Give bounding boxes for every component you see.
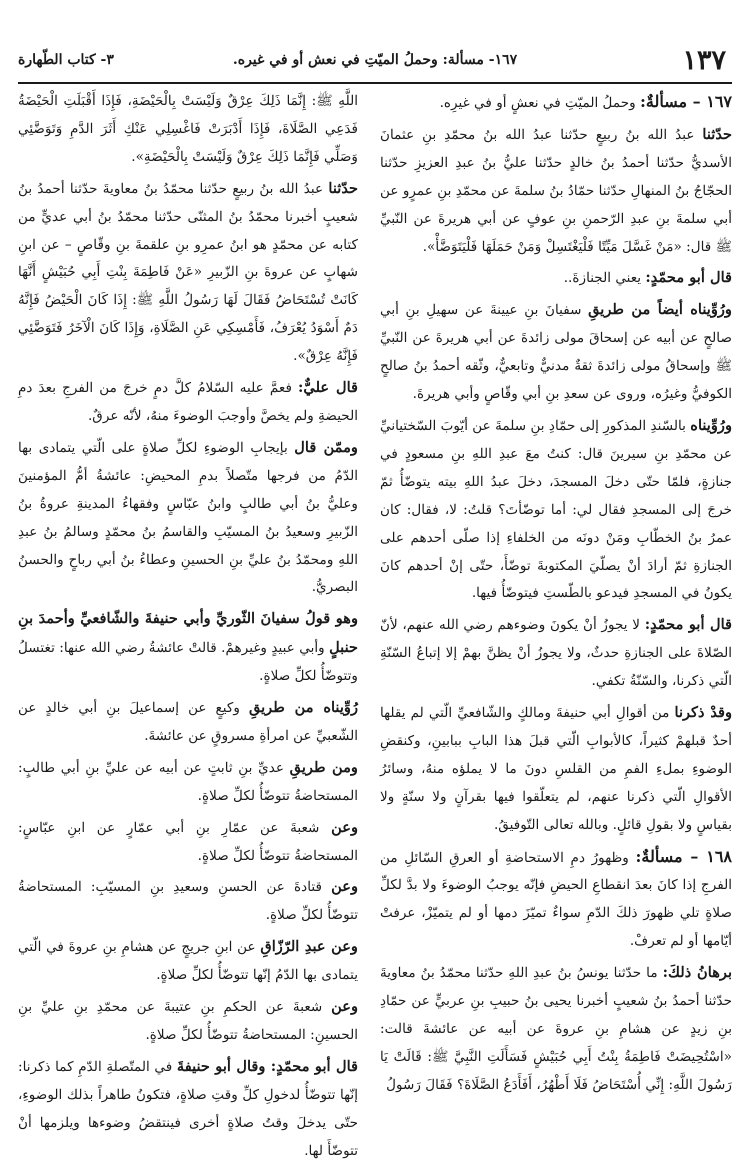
paragraph-text: بإيجابِ الوضوءِ لكلِّ صلاةٍ على الّتي يتمادى بها الدّمُ من فرجها متّصلاً بدمِ المحيضِ: عائشةُ أمُّ المؤمنينَ وعليُّ بنُ أبي طالبٍ وابنُ عبّاسٍ وفقهاءُ المدينةِ عروةُ بنُ الزّبيرِ وسعيدُ بنُ المسيّبِ والقاسمُ بنُ محمّدٍ وسالمُ بنُ عبدِ اللهِ ومحمّدُ بنُ عليِّ بنِ الحسينِ وعطاءُ بنُ أبي رباحٍ والحسنُ البصريُّ.: [18, 439, 358, 596]
paragraph: [18, 605, 358, 691]
paragraph-text: عبدُ الله بنُ ربيعٍ حدّثنا عبدُ الله بنُ محمّدِ بنِ عثمانَ الأسديُّ حدّثنا أحمدُ بنُ خالدٍ حدّثنا عليُّ بنُ عبدِ العزيزِ حدّثنا الحجّاجُ بنُ المنهالِ حدّثنا حمّادُ بنُ سلمةَ عن محمّدِ بنِ عمرٍو عن أبي سلمةَ بنِ عبدِ الرّحمنِ بنِ عوفٍ عن أبي هريرةَ عن النّبيِّ ﷺ قال: «مَنْ غَسَّلَ مَيِّتًا فَلْيَغْتَسِلْ وَمَنْ حَمَلَهَا فَلْيَتَوَضَّأْ».: [380, 126, 732, 255]
paragraph-lead: وعن عبدِ الرّزّاقِ: [260, 938, 358, 956]
paragraph-text: وكيعٍ عن إسماعيلَ بنِ أبي خالدٍ عن الشّعبيِّ عن امرأةِ مسروقٍ عن عائشةَ.: [18, 700, 358, 744]
paragraph-lead: وقدْ ذكرنا: [674, 704, 732, 722]
paragraph-lead: ١٦٧ – مسألةٌ:: [640, 92, 732, 111]
paragraph: [18, 873, 358, 930]
paragraph: [18, 434, 358, 602]
paragraph: [18, 993, 358, 1050]
paragraph-lead: ومن طريقِ: [289, 758, 358, 776]
paragraph-lead: وعن: [331, 878, 358, 896]
paragraph: [380, 121, 732, 262]
paragraph-lead: قال أبو محمّدٍ: وقال أبو حنيفةَ: [176, 1057, 358, 1075]
paragraph: [18, 694, 358, 751]
paragraph-text: قتادةَ عن الحسنِ وسعيدِ بنِ المسيّبِ: المستحاضةُ تتوضّأُ لكلِّ صلاةٍ.: [18, 879, 358, 924]
paragraph: [18, 374, 358, 431]
paragraph-text: عديِّ بنِ ثابتٍ عن أبيه عن عليِّ بنِ أبي طالبٍ: المستحاضةُ تتوضّأُ لكلِّ صلاةٍ.: [18, 759, 358, 804]
paragraph-text: ما حدّثنا يونسُ بنُ عبدِ اللهِ حدّثنا محمّدُ بنُ معاويةَ حدّثنا أحمدُ بنُ شعيبٍ أخبرنا يحيى بنُ حبيبِ بنِ عربيٍّ عن حمّادِ بنِ زيدٍ عن هشامِ بنِ عروةَ عن أبيه عن عائشةَ قالت: «اسْتُحِيضَتْ فَاطِمَةُ بِنْتُ أَبِي حُبَيْشٍ فَسَأَلَتِ النَّبِيَّ ﷺ: قَالَتْ يَا رَسُولَ اللَّهِ: إِنِّي أُسْتَحَاضُ فَلَا أَطْهُرُ، أَفَأَدَعُ الصَّلَاةَ؟ فَقَالَ رَسُولُ: [380, 965, 732, 1093]
paragraph: [380, 296, 732, 409]
paragraph: [380, 611, 732, 696]
right-text-column: [380, 88, 732, 1103]
paragraph-lead: ١٦٨ – مسألةٌ:: [635, 846, 733, 866]
paragraph: [380, 88, 732, 118]
paragraph: [18, 814, 358, 871]
paragraph-text: بالسّندِ المذكورِ إلى حمّادِ بنِ سلمةَ عن أيّوبَ السّختيانيِّ عن محمّدِ بنِ سيرينَ قال: كنتُ معَ عبدِ اللهِ بنِ مسعودٍ في جنازةٍ، فلمّا حتّى دخلَ المسجدَ، دخلَ عبدُ اللهِ بيته يتوضّأُ ثمّ خرجَ إلى المسجدِ فقال لي: أما توضّأتَ؟ قلتُ: لا، فقال: كان عمرُ بنُ الخطّابِ ومَنْ دونَه من الخلفاءِ إذا صلّى أحدهم على الجنازةِ ثمّ أرادَ أنْ يصلّيَ المكتوبةَ توضّأَ، حتّى إنْ أحدهم كانَ يكونُ في المسجدِ فيدعو بالطّستِ فيتوضّأُ فيها.: [380, 417, 732, 602]
paragraph: [18, 933, 358, 990]
paragraph-text: لا يجوزُ أنْ يكونَ وضوءهم رضي الله عنهم، لأنّ الصّلاةَ على الجنازةِ حدثٌ، ولا يجوزُ أنْ يظنَّ بهمْ إلا إتباعُ السّنّةِ الّتي ذكرنا، والسّنّةُ تكفي.: [380, 617, 732, 690]
paragraph-lead: رُوِّيناه من طريقِ: [248, 699, 358, 717]
paragraph-text: وظهورُ دمِ الاستحاضةِ أو العرقِ السّائلِ من الفرجِ إذا كانَ بعدَ انقطاعِ الحيضِ فإنّه يوجبُ الوضوءَ ولا بدَّ لكلِّ صلاةٍ تلي ظهورَ ذلكَ الدّمِ سواءٌ تميّزَ دمها أو لم يتميّزْ، عرفتْ أيّامها أو لم تعرفْ.: [380, 849, 732, 950]
paragraph-text: شعبةَ عن الحكمِ بنِ عتيبةَ عن محمّدِ بنِ عليِّ بنِ الحسينِ: المستحاضةُ تتوضّأُ لكلِّ صلاةٍ.: [18, 999, 358, 1043]
paragraph: [18, 1053, 358, 1166]
left-text-column: [18, 88, 358, 1169]
running-title: ١٦٧- مسألة: وحملُ الميّتِ في نعش أو في غيره.: [232, 52, 518, 68]
paragraph-text: اللَّهِ ﷺ: إِنَّمَا ذَلِكَ عِرْقٌ وَلَيْسَتْ بِالْحَيْضَةِ، فَإِذَا أَقْبَلَتِ الْحَيْضَةُ فَدَعِي الصَّلَاةَ، فَإِذَا أَدْبَرَتْ فَاغْسِلِي عَنْكِ أَثَرَ الدَّمِ وَتَوَضَّئِي وَصَلِّي فَإِنَّمَا ذَلِكَ عِرْقٌ وَلَيْسَتْ بِالْحَيْضَةِ».: [18, 93, 358, 165]
paragraph-text: فعمَّ عليه السّلامُ كلَّ دمٍ خرجَ من الفرجِ بعدَ دمِ الحيضةِ ولم يخصَّ وأوجبَ الوضوءَ منهُ، لأنّه عرقٌ.: [18, 380, 358, 424]
paragraph: [18, 88, 358, 172]
paragraph-text: يعني الجنازةَ..: [563, 270, 646, 287]
paragraph: [380, 959, 732, 1100]
paragraph: [380, 699, 732, 840]
paragraph: [18, 754, 358, 811]
paragraph-lead: وعن: [331, 998, 358, 1016]
page-number: ١٣٧: [682, 45, 726, 76]
page-header: [18, 44, 732, 84]
paragraph-lead: وممّن قال: [294, 438, 358, 456]
paragraph-text: عبدُ الله بنُ ربيعٍ حدّثنا محمّدُ بنُ معاويةَ حدّثنا أحمدُ بنُ شعيبٍ أخبرنا محمّدُ بنُ المثنّى حدّثنا محمّدُ بنُ أبي عديٍّ من كتابه عن محمّدٍ هو ابنُ عمرِو بنِ علقمةَ بنِ وقّاصٍ – عن ابنِ شهابٍ عن عروةَ بنِ الزّبيرِ «عَنْ فَاطِمَةَ بِنْتِ أَبِي حُبَيْشٍ أَنَّهَا كَانَتْ تُسْتَحَاضُ فَقَالَ لَهَا رَسُولُ اللَّهِ ﷺ: إِذَا كَانَ الْحَيْضُ فَإِنَّهُ دَمٌ أَسْوَدُ يُعْرَفُ، فَأَمْسِكِي عَنِ الصَّلَاةِ، وَإِذَا كَانَ الْآخَرُ فَتَوَضَّئِي فَإِنَّهُ عِرْقٌ».: [18, 180, 358, 365]
paragraph-text: شعبةَ عن عمّارِ بنِ أبي عمّارٍ عن ابنِ عبّاسٍ: المستحاضةُ تتوضّأُ لكلِّ صلاةٍ.: [18, 819, 358, 864]
paragraph: [380, 264, 732, 293]
book-title: ٣- كتاب الطّهارة: [18, 52, 114, 68]
paragraph-lead: قال أبو محمّدٍ:: [644, 616, 732, 634]
paragraph-text: من أقوالِ أبي حنيفةَ ومالكٍ والشّافعيِّ الّتي لم يقلها أحدٌ قبلهمْ كثيراً، كالأبوابِ الّتي قبلَ هذا البابِ ببابينِ، وكنقضِ الوضوءِ بملءِ الفمِ من القلسِ دونَ ما لا يملؤه منهُ، وسائرُ الأقوالِ الّتي ذكرنا عنهم، لم يتعلّقوا فيها بقرآنٍ ولا سنّةٍ ولا بقياسٍ ولا بقولِ قائلٍ. وبالله تعالى التّوفيقُ.: [380, 705, 732, 833]
paragraph: [380, 843, 732, 957]
paragraph-text: وأبي عبيدٍ وغيرهمْ. قالتْ عائشةُ رضي الله عنها: تغتسلُ وتتوضّأُ لكلِّ صلاةٍ.: [18, 640, 358, 685]
paragraph-lead: حدّثنا: [702, 125, 732, 143]
paragraph-text: في المتّصلةِ الدّمِ كما ذكرنا: إنّها تتوضّأُ لدخولِ كلِّ وقتِ صلاةٍ، فتكونُ طاهراً بذلك الوضوءِ، حتّى يدخلَ وقتُ صلاةٍ أخرى فينتقضُ وضوءها ويلزمها أنْ تتوضّأَ لها.: [18, 1058, 358, 1159]
paragraph-lead: ورُوِّيناه أيضاً من طريقِ: [588, 301, 732, 319]
paragraph-lead: وعن: [331, 818, 358, 836]
paragraph-lead: حدّثنا: [328, 179, 358, 197]
paragraph-lead: وهو قولُ سفيانَ الثّوريِّ وأبي حنيفةَ والشّافعيِّ وأحمدَ بنِ حنبلٍ: [18, 610, 358, 657]
paragraph-lead: برهانُ ذلكَ:: [662, 964, 733, 982]
paragraph-lead: ورُوِّيناه: [690, 416, 732, 434]
paragraph-text: سفيانَ بنِ عيينةَ عن سهيلِ بنِ أبي صالحٍ عن أبيه عن إسحاقَ مولى زائدةَ عن أبي هريرةَ عن النّبيِّ ﷺ وإسحاقُ مولى زائدةَ ثقةٌ مدنيٌّ وتابعيٌّ، وثّقه أحمدُ بنُ صالحٍ الكوفيُّ وغيرُه، وروى عن سعدِ بنِ أبي وقّاصٍ وأبي هريرةَ.: [380, 302, 732, 403]
paragraph: [18, 175, 358, 371]
paragraph: [380, 412, 732, 608]
paragraph-text: وحملُ الميّتِ في نعشٍ أو في غيرِه.: [439, 95, 640, 111]
paragraph-lead: قال أبو محمّدٍ:: [645, 269, 732, 287]
paragraph-text: عن ابنِ جريجٍ عن هشامِ بنِ عروةَ في الّتي يتمادى بها الدّمُ إنّها تتوضّأُ لكلِّ صلاةٍ.: [18, 939, 358, 984]
paragraph-lead: قال عليٌّ:: [298, 379, 359, 397]
